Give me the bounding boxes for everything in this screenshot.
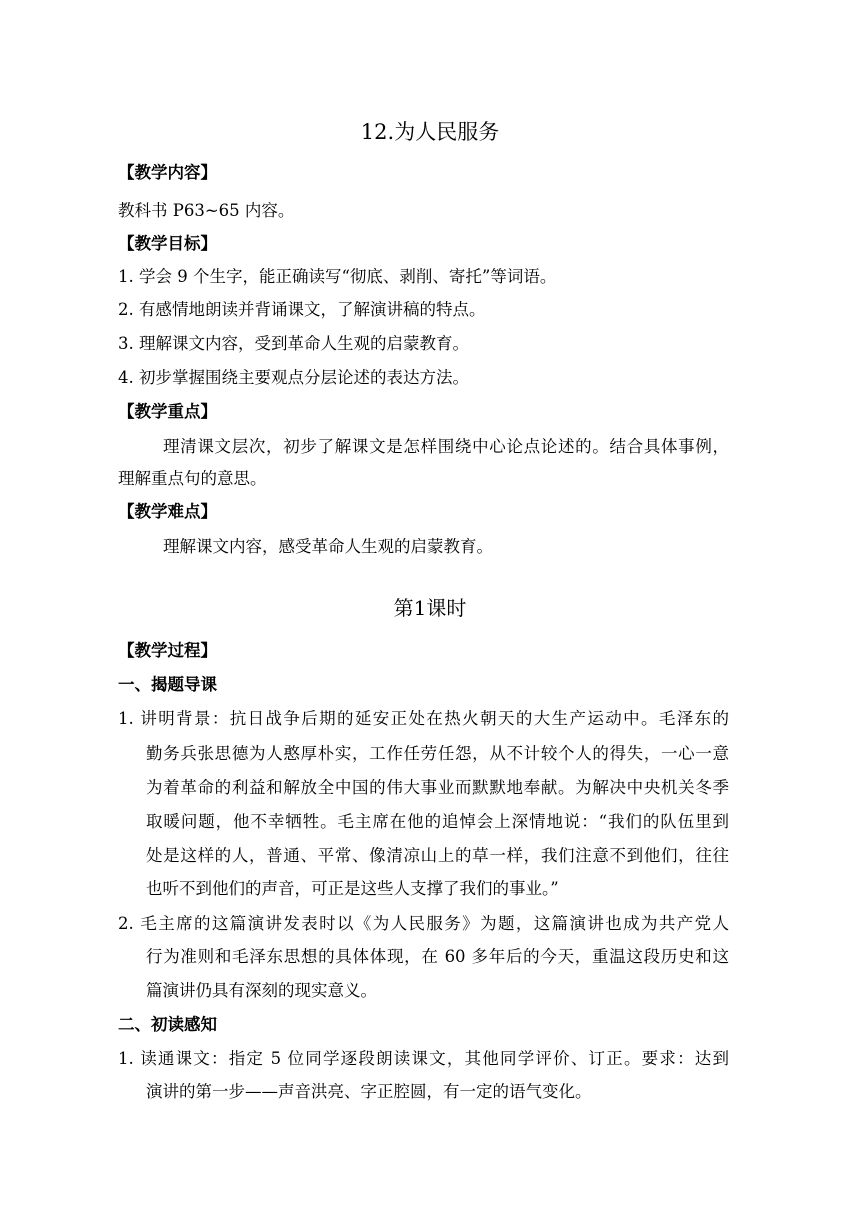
part1-heading: 一、揭题导课 <box>118 675 217 694</box>
lesson-title: 第1课时 <box>393 596 467 620</box>
goal-item: 2. 有感情地朗读并背诵课文，了解演讲稿的特点。 <box>118 300 486 319</box>
part1-item1-line: 1. 讲明背景：抗日战争后期的延安正处在热火朝天的大生产运动中。毛泽东的 <box>118 709 729 728</box>
part1-item2-line: 2. 毛主席的这篇演讲发表时以《为人民服务》为题，这篇演讲也成为共产党人 <box>118 914 729 933</box>
goal-item: 1. 学会 9 个生字，能正确读写“彻底、剥削、寄托”等词语。 <box>118 267 557 286</box>
teaching-content-text: 教科书 P63~65 内容。 <box>118 201 295 220</box>
key-points-line: 理清课文层次，初步了解课文是怎样围绕中心论点论述的。结合具体事例， <box>163 437 729 456</box>
teaching-goals-heading: 【教学目标】 <box>118 234 217 253</box>
goal-item: 3. 理解课文内容，受到革命人生观的启蒙教育。 <box>118 334 469 353</box>
part1-item1-line: 也听不到他们的声音，可正是这些人支撑了我们的事业。” <box>146 879 559 898</box>
document-title: 12.为人民服务 <box>360 120 500 144</box>
goal-item: 4. 初步掌握围绕主要观点分层论述的表达方法。 <box>118 368 469 387</box>
key-points-line: 理解重点句的意思。 <box>118 469 267 488</box>
difficulty-heading: 【教学难点】 <box>118 502 217 521</box>
part2-item1-line: 1. 读通课文：指定 5 位同学逐段朗读课文，其他同学评价、订正。要求：达到 <box>118 1049 729 1068</box>
part1-item1-line: 处是这样的人，普通、平常、像清凉山上的草一样，我们注意不到他们，往往 <box>146 846 729 865</box>
key-points-heading: 【教学重点】 <box>118 402 217 421</box>
teaching-content-heading: 【教学内容】 <box>118 163 217 182</box>
teaching-process-heading: 【教学过程】 <box>118 641 217 660</box>
part2-heading: 二、初读感知 <box>118 1015 217 1034</box>
part1-item1-line: 取暖问题，他不幸牺牲。毛主席在他的追悼会上深情地说：“我们的队伍里到 <box>146 812 729 831</box>
difficulty-text: 理解课文内容，感受革命人生观的启蒙教育。 <box>163 537 493 556</box>
part1-item2-line: 行为准则和毛泽东思想的具体体现，在 60 多年后的今天，重温这段历史和这 <box>146 947 729 966</box>
part2-item1-line: 演讲的第一步——声音洪亮、字正腔圆，有一定的语气变化。 <box>146 1082 592 1101</box>
part1-item1-line: 为着革命的利益和解放全中国的伟大事业而默默地奉献。为解决中央机关冬季 <box>146 778 729 797</box>
part1-item2-line: 篇演讲仍具有深刻的现实意义。 <box>146 981 377 1000</box>
part1-item1-line: 勤务兵张思德为人憨厚朴实，工作任劳任怨，从不计较个人的得失，一心一意 <box>146 744 729 763</box>
